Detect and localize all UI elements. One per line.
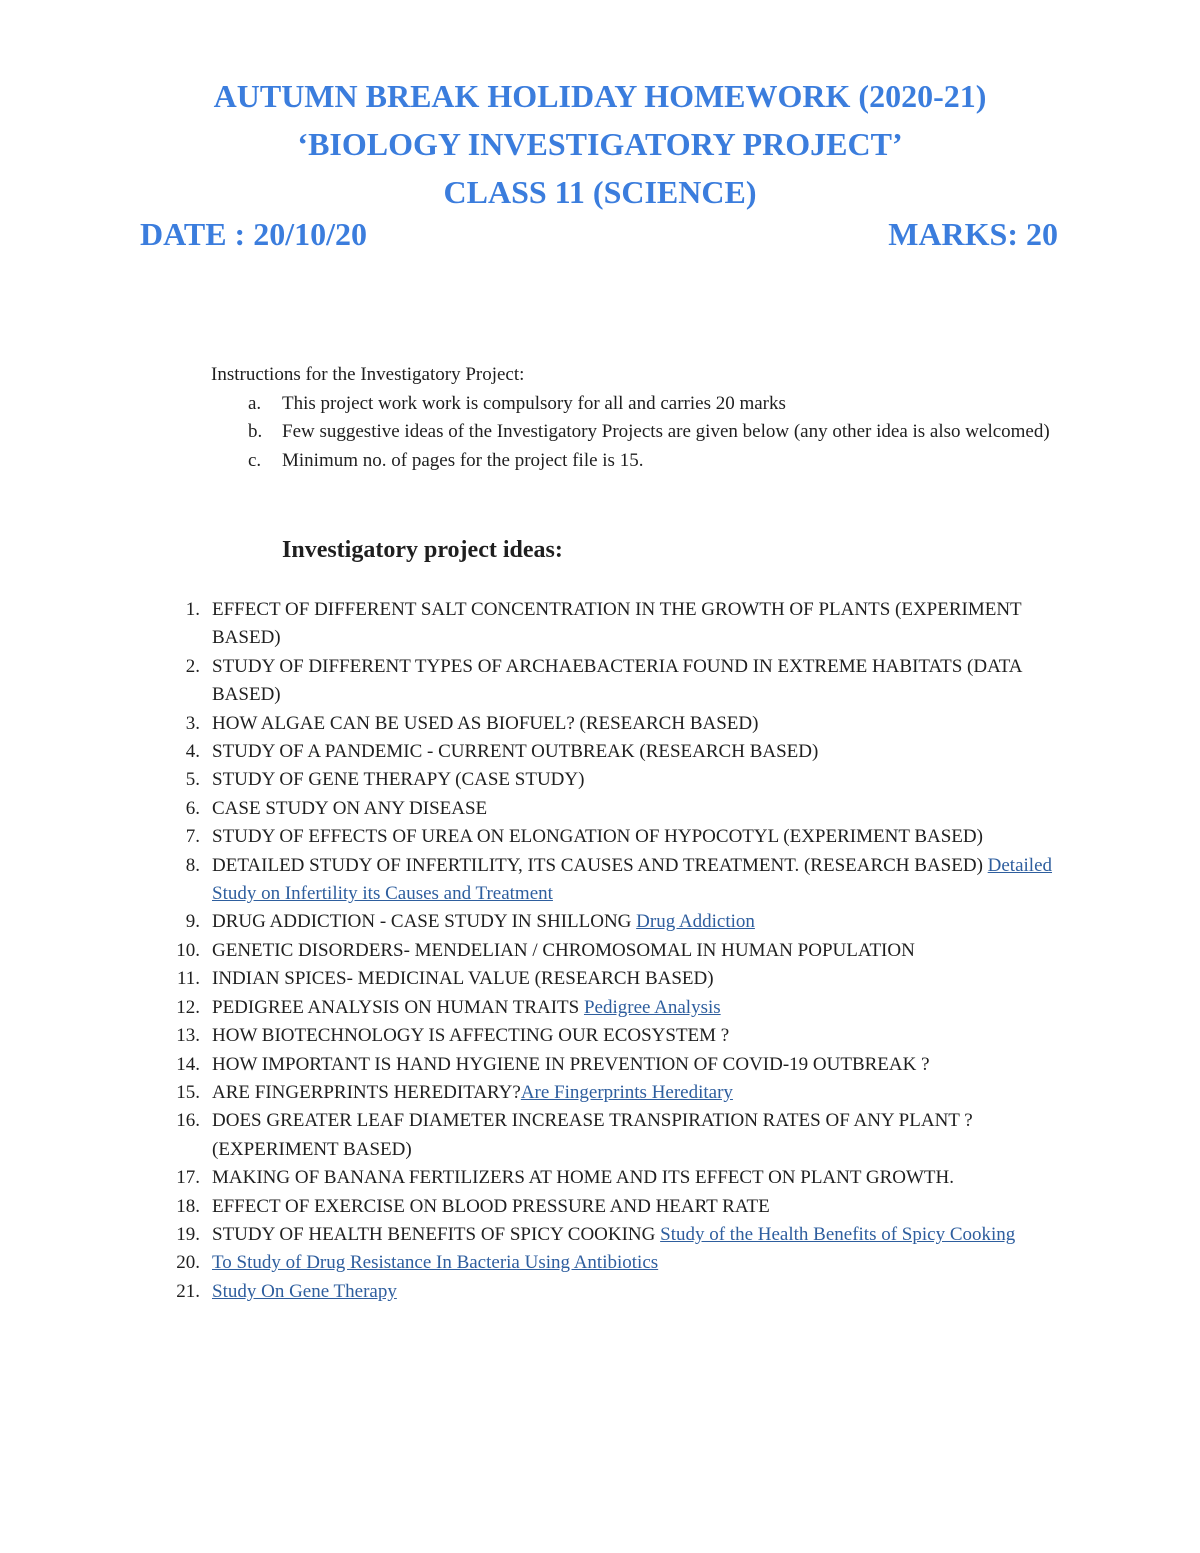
idea-number: 19. bbox=[176, 1223, 200, 1245]
idea-number: 7. bbox=[185, 826, 200, 848]
idea-item bbox=[176, 1051, 1052, 1079]
idea-item bbox=[176, 1079, 1052, 1107]
ideas-list bbox=[176, 596, 1053, 1306]
idea-text: DRUG ADDICTION - CASE STUDY IN SHILLONG bbox=[212, 911, 637, 933]
idea-link[interactable]: Pedigree Analysis bbox=[583, 996, 721, 1018]
idea-link[interactable]: Drug Addiction bbox=[636, 911, 755, 933]
idea-item bbox=[185, 653, 1052, 710]
idea-item bbox=[185, 823, 1052, 851]
idea-text: EFFECT OF DIFFERENT SALT CONCENTRATION IN THE GROWTH OF PLANTS (EXPERIMENT BASED) bbox=[212, 599, 1022, 649]
idea-item bbox=[176, 1278, 1052, 1306]
idea-text: PEDIGREE ANALYSIS ON HUMAN TRAITS bbox=[212, 996, 584, 1018]
idea-item bbox=[176, 1193, 1052, 1221]
idea-item bbox=[176, 1249, 1052, 1277]
instructions-title: Instructions for the Investigatory Project: bbox=[211, 364, 525, 385]
instruction-letter: a. bbox=[248, 392, 262, 414]
idea-item bbox=[176, 1107, 1052, 1164]
instruction-item bbox=[248, 390, 1071, 419]
idea-item bbox=[185, 738, 1052, 766]
marks-label: MARKS: 20 bbox=[888, 216, 1058, 252]
idea-link[interactable]: To Study of Drug Resistance In Bacteria Using Antibiotics bbox=[212, 1252, 659, 1274]
idea-text: CASE STUDY ON ANY DISEASE bbox=[212, 797, 488, 819]
idea-item bbox=[176, 937, 1052, 965]
idea-item bbox=[185, 766, 1052, 794]
instructions-section bbox=[211, 361, 1071, 475]
date-marks-row bbox=[140, 210, 1058, 258]
idea-item bbox=[185, 710, 1052, 738]
idea-number: 9. bbox=[185, 911, 200, 933]
document-header bbox=[0, 72, 1200, 216]
instruction-text: Few suggestive ideas of the Investigatory Projects are given below (any other idea is also welcomed) bbox=[282, 421, 1050, 442]
idea-text: HOW BIOTECHNOLOGY IS AFFECTING OUR ECOSYSTEM ? bbox=[212, 1025, 730, 1047]
idea-number: 12. bbox=[176, 996, 200, 1018]
idea-text: ARE FINGERPRINTS HEREDITARY? bbox=[212, 1081, 521, 1103]
idea-item bbox=[185, 908, 1052, 936]
idea-item bbox=[176, 1164, 1052, 1192]
idea-text: STUDY OF HEALTH BENEFITS OF SPICY COOKING bbox=[212, 1223, 661, 1245]
idea-item bbox=[185, 596, 1052, 653]
idea-text: HOW IMPORTANT IS HAND HYGIENE IN PREVENTION OF COVID-19 OUTBREAK ? bbox=[212, 1053, 930, 1075]
instruction-letter: b. bbox=[248, 421, 263, 442]
idea-item bbox=[176, 994, 1052, 1022]
idea-number: 6. bbox=[185, 797, 200, 819]
idea-text: DETAILED STUDY OF INFERTILITY, ITS CAUSES AND TREATMENT. (RESEARCH BASED) bbox=[212, 854, 988, 876]
instructions-list bbox=[248, 390, 1071, 476]
idea-link[interactable]: Are Fingerprints Hereditary bbox=[520, 1081, 733, 1103]
idea-text: GENETIC DISORDERS- MENDELIAN / CHROMOSOMAL IN HUMAN POPULATION bbox=[212, 939, 915, 961]
idea-number: 16. bbox=[176, 1110, 200, 1132]
idea-number: 4. bbox=[185, 741, 200, 763]
instruction-letter: c. bbox=[248, 449, 262, 471]
instruction-item bbox=[248, 447, 1071, 476]
idea-text: DOES GREATER LEAF DIAMETER INCREASE TRANSPIRATION RATES OF ANY PLANT ? (EXPERIMENT BASED) bbox=[212, 1110, 973, 1160]
instruction-text: Minimum no. of pages for the project file is 15. bbox=[282, 449, 644, 471]
idea-item bbox=[185, 852, 1053, 909]
idea-number: 5. bbox=[185, 769, 200, 791]
idea-text: STUDY OF EFFECTS OF UREA ON ELONGATION OF HYPOCOTYL (EXPERIMENT BASED) bbox=[212, 826, 983, 848]
idea-text: MAKING OF BANANA FERTILIZERS AT HOME AND ITS EFFECT ON PLANT GROWTH. bbox=[212, 1167, 955, 1189]
idea-number: 3. bbox=[185, 712, 200, 734]
idea-item bbox=[176, 1022, 1052, 1050]
header-project-name: ‘BIOLOGY INVESTIGATORY PROJECT’ bbox=[297, 126, 903, 162]
idea-text: HOW ALGAE CAN BE USED AS BIOFUEL? (RESEARCH BASED) bbox=[212, 712, 759, 734]
instruction-text: This project work work is compulsory for all and carries 20 marks bbox=[282, 392, 786, 414]
idea-link[interactable]: Study On Gene Therapy bbox=[212, 1280, 397, 1302]
header-class: CLASS 11 (SCIENCE) bbox=[443, 174, 757, 210]
idea-number: 10. bbox=[176, 939, 200, 961]
date-label: DATE : 20/10/20 bbox=[140, 216, 367, 252]
idea-text: INDIAN SPICES- MEDICINAL VALUE (RESEARCH BASED) bbox=[212, 968, 714, 990]
idea-item bbox=[176, 1221, 1052, 1249]
idea-text: STUDY OF GENE THERAPY (CASE STUDY) bbox=[212, 769, 585, 791]
instruction-item bbox=[248, 418, 1071, 447]
idea-text: STUDY OF A PANDEMIC - CURRENT OUTBREAK (RESEARCH BASED) bbox=[212, 741, 819, 763]
idea-number: 21. bbox=[176, 1280, 200, 1302]
idea-number: 20. bbox=[176, 1252, 200, 1274]
idea-number: 11. bbox=[176, 968, 200, 990]
idea-number: 1. bbox=[185, 599, 200, 620]
idea-number: 15. bbox=[176, 1081, 200, 1103]
idea-number: 13. bbox=[176, 1025, 200, 1047]
ideas-heading: Investigatory project ideas: bbox=[282, 537, 563, 563]
idea-number: 14. bbox=[176, 1053, 200, 1075]
idea-text: EFFECT OF EXERCISE ON BLOOD PRESSURE AND HEART RATE bbox=[212, 1195, 770, 1217]
idea-link[interactable]: Detailed Study on Infertility its Causes and Treatment bbox=[212, 854, 1053, 905]
idea-number: 8. bbox=[185, 854, 200, 876]
header-title: AUTUMN BREAK HOLIDAY HOMEWORK (2020-21) bbox=[213, 78, 987, 114]
idea-number: 17. bbox=[176, 1167, 200, 1189]
idea-text: STUDY OF DIFFERENT TYPES OF ARCHAEBACTERIA FOUND IN EXTREME HABITATS (DATA BASED) bbox=[212, 655, 1022, 706]
idea-item bbox=[185, 795, 1052, 823]
idea-number: 18. bbox=[176, 1195, 200, 1217]
idea-number: 2. bbox=[185, 655, 200, 677]
idea-item bbox=[176, 965, 1052, 993]
idea-link[interactable]: Study of the Health Benefits of Spicy Cooking bbox=[660, 1223, 1016, 1245]
